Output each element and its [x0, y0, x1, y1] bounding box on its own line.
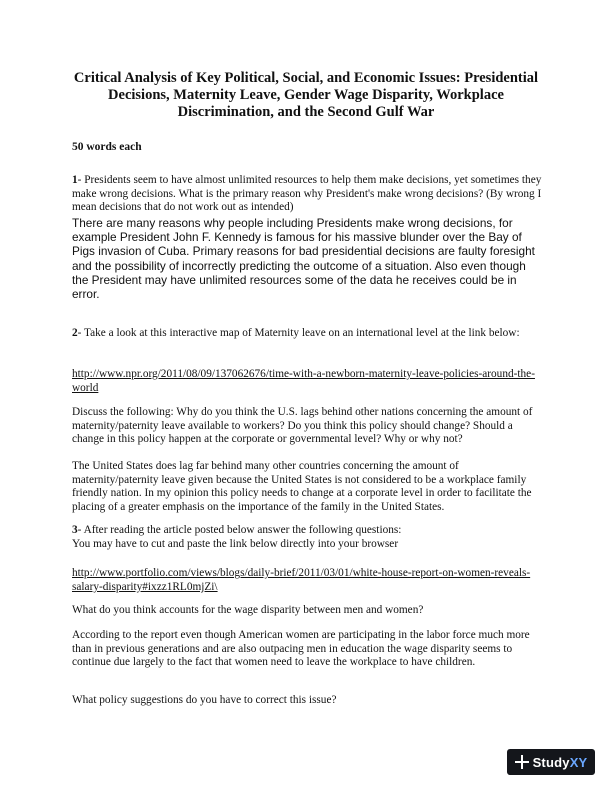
wage-disparity-link[interactable]: http://www.portfolio.com/views/blogs/daily-brief/2011/03/01/white-house-report-on-women-reveals-salary-disparity#ixzz1RL0mjZi\	[72, 567, 531, 593]
question-3	[72, 524, 542, 538]
studyxy-logo-text	[533, 755, 588, 770]
question-3-sub-question-2: What policy suggestions do you have to correct this issue?	[72, 694, 337, 706]
document-title: Critical Analysis of Key Political, Social, and Economic Issues: Presidential Decisions, Maternity Leave, Gender Wage Disparity, Workplace Discrimination, and the Second Gulf War	[73, 70, 539, 120]
answer-3: According to the report even though American women are participating in the labor force much more than in previous generations and are also outpacing men in education the wage disparity seems to continue due largely to the fact that women need to leave the workplace to have children.	[72, 629, 530, 669]
question-1-text: - Presidents seem to have almost unlimited resources to help them make decisions, yet sometimes they make wrong decisions. What is the primary reason why President's make wrong decisions? (By wrong I mean decisions that do not work out as intended)	[72, 174, 542, 214]
answer-2: The United States does lag far behind many other countries concerning the amount of maternity/paternity leave given because the United States is not considered to be a workplace family friendly nation. In my opinion this policy needs to change at a corporate level in order to facilitate the placing of a greater emphasis on the importance of the family in the United States.	[72, 460, 532, 513]
studyxy-badge[interactable]	[507, 749, 595, 775]
maternity-leave-link[interactable]: http://www.npr.org/2011/08/09/137062676/time-with-a-newborn-maternity-leave-policies-around-the-world	[72, 368, 535, 394]
question-2-text: - Take a look at this interactive map of Maternity leave on an international level at the link below:	[77, 327, 520, 339]
answer-1: There are many reasons why people including Presidents make wrong decisions, for example President John F. Kennedy is famous for his massive blunder over the Bay of Pigs invasion of Cuba. Primary reasons for bad presidential decisions are faulty foresight and the possibility of incorrectly predicting the outcome of a situation. Also even though the President may have unlimited resources some of the data he receives could be in error.	[72, 216, 535, 302]
question-3-sub-question-1: What do you think accounts for the wage disparity between men and women?	[72, 604, 424, 616]
studyxy-accent: XY	[569, 754, 588, 770]
question-3-text: - After reading the article posted below answer the following questions:	[77, 524, 402, 536]
plus-icon	[515, 755, 529, 769]
question-3-number: 3	[72, 524, 78, 536]
word-count-note: 50 words each	[72, 141, 142, 153]
question-2-number: 2	[72, 327, 78, 339]
question-1	[72, 174, 542, 215]
question-3-note: You may have to cut and paste the link below directly into your browser	[72, 538, 399, 550]
question-1-number: 1	[72, 174, 78, 186]
question-2-discussion: Discuss the following: Why do you think the U.S. lags behind other nations concerning the amount of maternity/paternity leave available to workers? Do you think this policy should change? Should a change in this policy happen at the corporate or governmental level? Why or why not?	[72, 406, 533, 446]
studyxy-word: Study	[532, 754, 570, 770]
question-2	[72, 327, 542, 341]
